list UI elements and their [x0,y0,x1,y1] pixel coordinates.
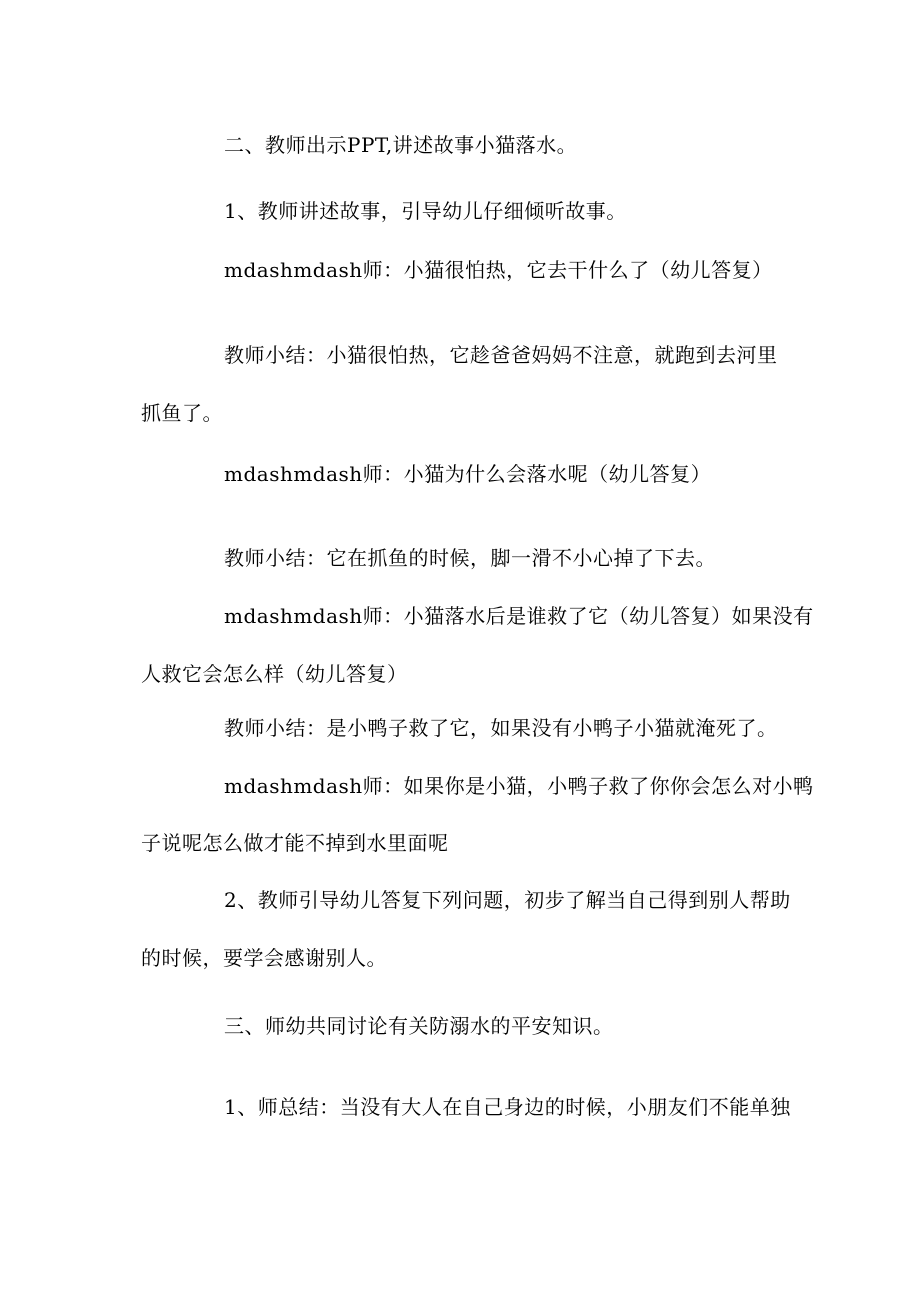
dialogue-continuation: 人救它会怎么样（幼儿答复） [141,662,408,686]
section-heading: 二、教师出示PPT,讲述故事小猫落水。 [224,133,578,157]
summary-line: 教师小结：小猫很怕热，它趁爸爸妈妈不注意，就跑到去河里 [224,343,778,367]
summary-line: 教师小结：它在抓鱼的时候，脚一滑不小心掉了下去。 [224,546,716,570]
dialogue-line: mdashmdash师：小猫为什么会落水呢（幼儿答复） [224,462,712,486]
summary-line: 教师小结：是小鸭子救了它，如果没有小鸭子小猫就淹死了。 [224,716,778,740]
paragraph-line: 1、师总结：当没有大人在自己身边的时候，小朋友们不能单独 [224,1095,791,1119]
dialogue-line: mdashmdash师：小猫落水后是谁救了它（幼儿答复）如果没有 [224,604,814,628]
paragraph-line: 2、教师引导幼儿答复下列问题，初步了解当自己得到别人帮助 [224,888,791,912]
dialogue-line: mdashmdash师：如果你是小猫，小鸭子救了你你会怎么对小鸭 [224,774,814,798]
paragraph-continuation: 的时候，要学会感谢别人。 [141,946,387,970]
summary-continuation: 抓鱼了。 [141,401,223,425]
section-heading: 三、师幼共同讨论有关防溺水的平安知识。 [224,1014,614,1038]
dialogue-continuation: 子说呢怎么做才能不掉到水里面呢 [141,831,449,855]
dialogue-line: mdashmdash师：小猫很怕热，它去干什么了（幼儿答复） [224,258,773,282]
paragraph-line: 1、教师讲述故事，引导幼儿仔细倾听故事。 [224,199,627,223]
